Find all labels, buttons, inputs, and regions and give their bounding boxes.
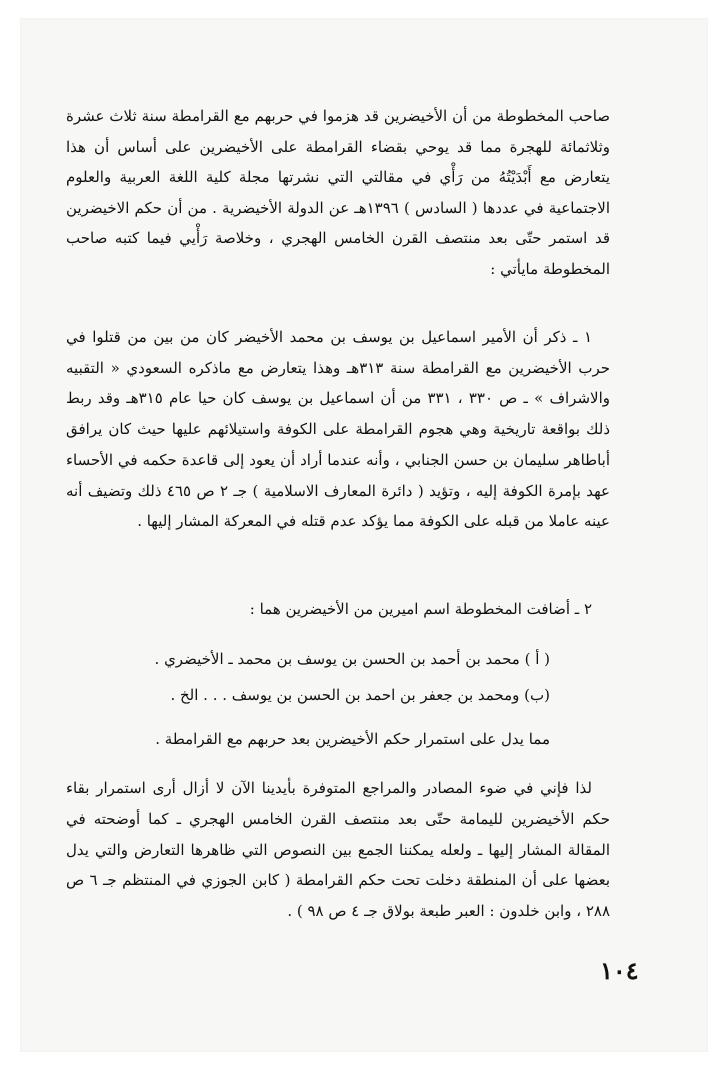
point-two-conclusion: مما يدل على استمرار حكم الأخيضرين بعد حربهم مع القرامطة . [155,730,550,748]
point-two-heading: ٢ ـ أضافت المخطوطة اسم اميرين من الأخيضرين هما : [249,600,592,618]
paragraph-conclusion-text: لذا فإني في ضوء المصادر والمراجع المتوفرة بأيدينا الآن لا أزال أرى استمرار بقاء حكم الأخيضرين لليمامة حتّى بعد منتصف القرن الخامس الهجري ـ كما أوضحته في المقالة المشار إليها ـ ولعله يمكننا الجمع بين النصوص التي ظاهرها التعارض والتي يدل بعضها على أن المنطقة دخلت تحت حكم القرامطة ( كابن الجوزي في المنتظم جـ ٦ ص ٢٨٨ ، وابن خلدون : العبر طبعة بولاق جـ ٤ ص ٩٨ ) . [66,779,611,921]
page-number: ١٠٤ [600,956,639,985]
point-two-item-a: ( أ ) محمد بن أحمد بن الحسن بن يوسف بن محمد ـ الأخيضري . [154,650,550,668]
paragraph-intro [66,101,610,284]
point-two-item-b: (ب) ومحمد بن جعفر بن احمد بن الحسن بن يوسف . . . الخ . [170,686,550,704]
point-one-text: ١ ـ ذكر أن الأمير اسماعيل بن يوسف بن محمد الأخيضر كان من بين من قتلوا في حرب الأخيضرين مع القرامطة سنة ٣١٣هـ وهذا يتعارض مع ماذكره السعودي « التقبيه والاشراف » ـ ص ٣٣٠ ، ٣٣١ من أن اسماعيل بن يوسف كان حيا عام ٣١٥هـ وقد ربط ذلك بواقعة تاريخية وهي هجوم القرامطة على الكوفة واستيلائهم عليها حيث كان يرافق أباطاهر سليمان بن حسن الجنابي ، وأنه عندما أراد أن يعود إلى قاعدة حكمه في الأحساء عهد بإمرة الكوفة إليه ، وتؤيد ( دائرة المعارف الاسلامية ) جـ ٢ ص ٤٦٥ ذلك وتضيف أنه عينه عاملا من قبله على الكوفة مما يؤكد عدم قتله في المعركة المشار إليها . [66,328,611,531]
point-one [66,322,610,537]
paragraph-intro-text: صاحب المخطوطة من أن الأخيضرين قد هزموا في حربهم مع القرامطة سنة ثلاث عشرة وثلاثمائة للهجرة مما قد يوحي بقضاء القرامطة على الأخيضرين على أساس أن هذا يتعارض مع أَبْدَيْتُهُ من رَأْي في مقالتي التي نشرتها مجلة كلية اللغة العربية والعلوم الاجتماعية في عددها ( السادس ) ١٣٩٦هـ عن الدولة الأخيضرية . من أن حكم الاخيضرين قد استمر حتّى بعد منتصف القرن الخامس الهجري ، وخلاصة رَأْيي فيما كتبه صاحب المخطوطة مايأتي : [66,107,610,278]
paragraph-conclusion [66,773,610,927]
